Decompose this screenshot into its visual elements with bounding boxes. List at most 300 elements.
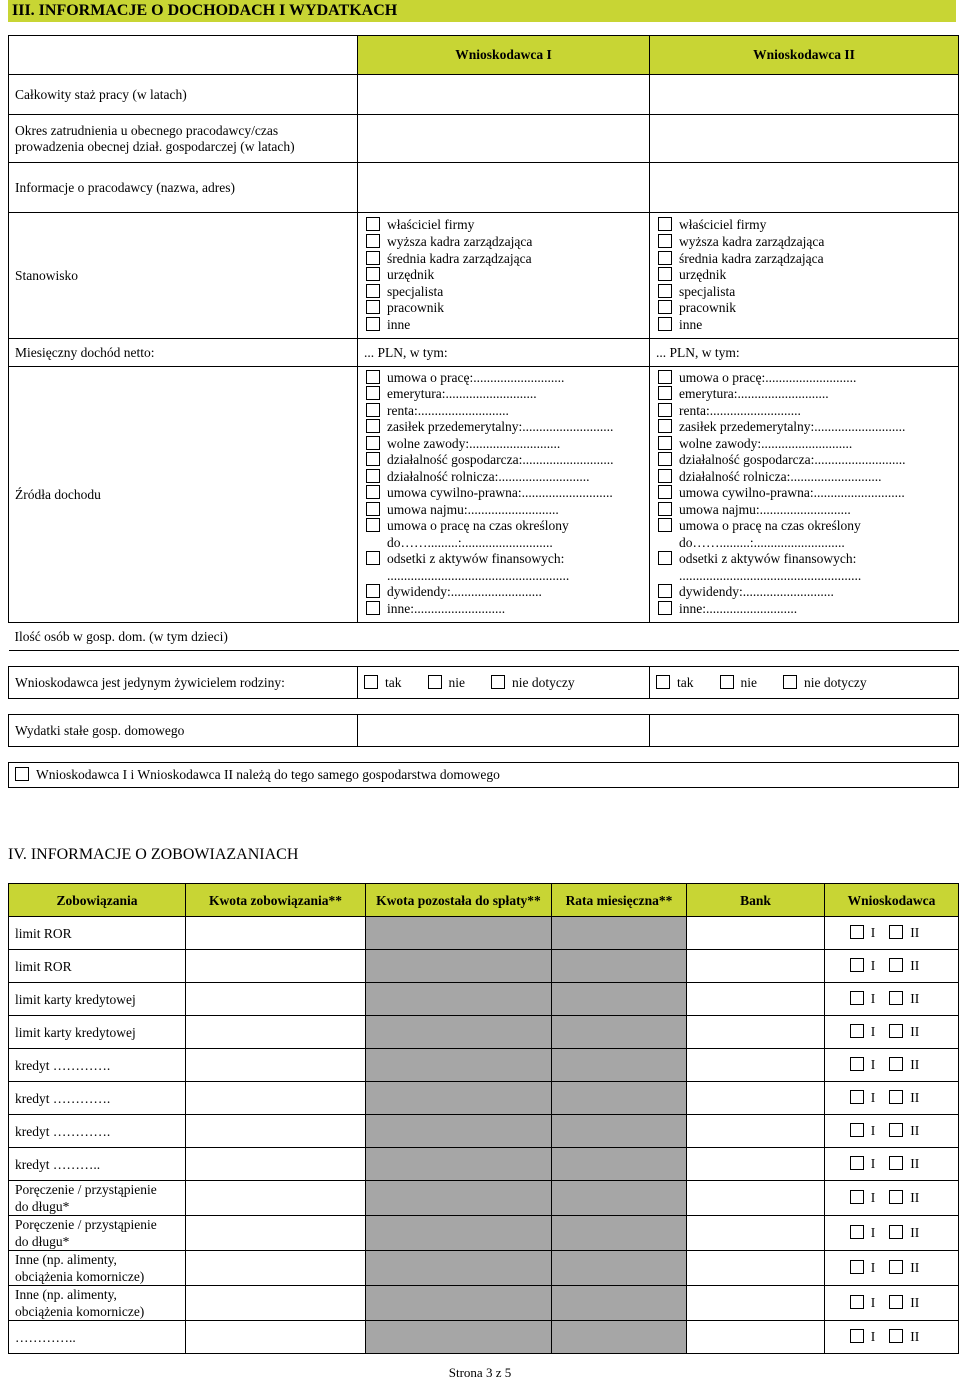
checkbox-icon[interactable] <box>850 1123 864 1137</box>
applicant-option-label: I <box>870 1057 876 1072</box>
checkbox-icon[interactable] <box>658 469 672 483</box>
applicant-option-label: I <box>870 925 876 940</box>
checkbox-icon[interactable] <box>658 267 672 281</box>
applicant-option-label: I <box>870 1190 876 1205</box>
col-pozostala: Kwota pozostała do spłaty** <box>366 884 552 917</box>
pozostala-cell[interactable] <box>366 1148 552 1181</box>
income-source-item[interactable] <box>366 485 643 502</box>
pozostala-cell[interactable] <box>366 917 552 950</box>
input-osoby-2[interactable] <box>650 623 959 651</box>
income-source-item[interactable] <box>366 518 643 535</box>
checkbox-icon[interactable] <box>364 675 378 689</box>
label-dochod: Miesięczny dochód netto: <box>9 339 358 367</box>
stanowisko-option-label: pracownik <box>387 300 444 316</box>
input-okres-1[interactable] <box>358 115 650 163</box>
bank-cell[interactable] <box>687 1321 825 1354</box>
label-okres-line1: Okres zatrudnienia u obecnego pracodawcy/czas <box>15 122 279 138</box>
applicant-cell <box>825 1251 959 1286</box>
pozostala-cell[interactable] <box>366 1286 552 1321</box>
checkbox-icon[interactable] <box>658 300 672 314</box>
label-staz: Całkowity staż pracy (w latach) <box>9 75 358 115</box>
checkbox-icon[interactable] <box>366 601 380 615</box>
input-osoby-1[interactable] <box>358 623 650 651</box>
checkbox-icon[interactable] <box>889 958 903 972</box>
applicant-option-label: I <box>870 1090 876 1105</box>
checkbox-icon[interactable] <box>889 1260 903 1274</box>
kwota-cell[interactable] <box>186 1148 366 1181</box>
liability-row <box>9 983 959 1016</box>
checkbox-icon[interactable] <box>658 436 672 450</box>
checkbox-icon[interactable] <box>366 485 380 499</box>
col-bank: Bank <box>687 884 825 917</box>
bank-cell[interactable] <box>687 1148 825 1181</box>
liability-name-line1: kredyt …………. <box>15 1057 111 1073</box>
section-3-title-bar <box>8 0 956 22</box>
col-kwota: Kwota zobowiązania** <box>186 884 366 917</box>
kwota-cell[interactable] <box>186 983 366 1016</box>
income-source-item[interactable] <box>366 403 643 420</box>
checkbox-icon[interactable] <box>491 675 505 689</box>
stanowisko-option[interactable] <box>366 300 643 317</box>
liability-name-line1: limit karty kredytowej <box>15 1024 136 1040</box>
stanowisko-option-label: inne <box>679 316 703 332</box>
income-source-label: umowa najmu:........................... <box>679 501 851 517</box>
income-source-item[interactable] <box>366 584 643 601</box>
stanowisko-option-label: specjalista <box>387 283 444 299</box>
checkbox-icon[interactable] <box>366 518 380 532</box>
liability-row <box>9 1082 959 1115</box>
applicant-option-label: II <box>910 1057 920 1072</box>
checkbox-icon[interactable] <box>366 234 380 248</box>
income-source-label: do…….........:........................... <box>679 534 845 550</box>
checkbox-icon[interactable] <box>366 452 380 466</box>
input-staz-1[interactable] <box>358 75 650 115</box>
label-pracodawca: Informacje o pracodawcy (nazwa, adres) <box>9 163 358 213</box>
stanowisko-option-label: średnia kadra zarządzająca <box>679 250 824 266</box>
income-table <box>8 35 959 788</box>
checkbox-icon[interactable] <box>850 1260 864 1274</box>
stanowisko-option[interactable] <box>366 267 643 284</box>
income-source-label: emerytura:........................... <box>679 386 829 402</box>
checkbox-icon[interactable] <box>366 267 380 281</box>
section-4-title: IV. INFORMACJE O ZOBOWIAZANIACH <box>8 846 299 863</box>
rata-cell[interactable] <box>552 1321 687 1354</box>
applicant-option-label: II <box>910 1024 920 1039</box>
yesno-option-label: nie dotyczy <box>804 674 867 690</box>
liability-row <box>9 1148 959 1181</box>
stanowisko-option-label: właściciel firmy <box>679 217 767 233</box>
pozostala-cell[interactable] <box>366 1115 552 1148</box>
wspolne-gospodarstwo-row <box>9 763 959 788</box>
income-source-label: inne:........................... <box>387 600 506 616</box>
income-source-label: działalność rolnicza:........................... <box>387 468 590 484</box>
rata-cell[interactable] <box>552 1016 687 1049</box>
income-source-item[interactable] <box>658 386 952 403</box>
income-source-label: umowa o pracę na czas określony <box>387 518 569 534</box>
kwota-cell[interactable] <box>186 1321 366 1354</box>
input-staz-2[interactable] <box>650 75 959 115</box>
pozostala-cell[interactable] <box>366 1049 552 1082</box>
applicant-option-label: II <box>910 1295 920 1310</box>
checkbox-icon[interactable] <box>658 317 672 331</box>
liability-name-line1: Inne (np. alimenty, <box>15 1287 117 1302</box>
liability-name <box>9 1216 186 1251</box>
applicant-cell <box>825 950 959 983</box>
income-source-item[interactable] <box>366 551 643 568</box>
input-pracodawca-2[interactable] <box>650 163 959 213</box>
checkbox-icon[interactable] <box>720 675 734 689</box>
checkbox-icon[interactable] <box>366 551 380 565</box>
liability-name <box>9 1115 186 1148</box>
stanowisko-option[interactable] <box>366 284 643 301</box>
applicant-cell <box>825 1115 959 1148</box>
yesno-option-label: tak <box>385 674 402 690</box>
dochod-value-2[interactable]: ... PLN, w tym: <box>650 339 959 367</box>
bank-cell[interactable] <box>687 950 825 983</box>
header-applicant-2: Wnioskodawca II <box>650 36 959 75</box>
bank-cell[interactable] <box>687 1115 825 1148</box>
checkbox-icon[interactable] <box>889 1190 903 1204</box>
applicant-option-label: I <box>870 1024 876 1039</box>
rata-cell[interactable] <box>552 1049 687 1082</box>
checkbox-icon[interactable] <box>658 419 672 433</box>
income-source-label: renta:........................... <box>679 402 801 418</box>
checkbox-icon[interactable] <box>850 1295 864 1309</box>
income-source-item[interactable] <box>366 386 643 403</box>
kwota-cell[interactable] <box>186 1286 366 1321</box>
stanowisko-option[interactable] <box>658 267 952 284</box>
checkbox-icon[interactable] <box>850 1024 864 1038</box>
applicant-cell <box>825 1216 959 1251</box>
income-source-item[interactable] <box>366 419 643 436</box>
stanowisko-option[interactable] <box>366 217 643 234</box>
applicant-option-label: I <box>870 958 876 973</box>
income-source-item[interactable] <box>366 436 643 453</box>
input-pracodawca-1[interactable] <box>358 163 650 213</box>
income-source-item[interactable] <box>366 469 643 486</box>
liability-name <box>9 1251 186 1286</box>
label-stanowisko: Stanowisko <box>9 213 358 339</box>
income-source-item[interactable] <box>658 419 952 436</box>
zywiciel-options-2 <box>650 667 959 699</box>
label-okres <box>9 115 358 163</box>
checkbox-icon[interactable] <box>850 991 864 1005</box>
applicant-option-label: I <box>870 1295 876 1310</box>
pozostala-cell[interactable] <box>366 1216 552 1251</box>
kwota-cell[interactable] <box>186 1251 366 1286</box>
zywiciel-options-1 <box>358 667 650 699</box>
income-source-label: działalność gospodarcza:........................... <box>679 452 906 468</box>
label-okres-line2: prowadzenia obecnej dział. gospodarczej (w latach) <box>15 138 295 154</box>
applicant-cell <box>825 983 959 1016</box>
liability-name-line1: Poręczenie / przystąpienie <box>15 1217 157 1232</box>
header-empty-cell <box>9 36 358 75</box>
applicant-cell <box>825 1049 959 1082</box>
rata-cell[interactable] <box>552 1115 687 1148</box>
label-zrodla: Źródła dochodu <box>9 367 358 623</box>
checkbox-icon[interactable] <box>428 675 442 689</box>
kwota-cell[interactable] <box>186 1216 366 1251</box>
income-source-label: umowa cywilno-prawna:........................... <box>679 485 905 501</box>
rata-cell[interactable] <box>552 1148 687 1181</box>
income-source-item[interactable] <box>658 584 952 601</box>
pozostala-cell[interactable] <box>366 1016 552 1049</box>
kwota-cell[interactable] <box>186 1181 366 1216</box>
liability-row <box>9 1049 959 1082</box>
checkbox-icon[interactable] <box>366 386 380 400</box>
stanowisko-options-2 <box>650 213 959 339</box>
checkbox-icon[interactable] <box>889 991 903 1005</box>
liability-name-line1: kredyt …………. <box>15 1123 111 1139</box>
liabilities-table <box>8 883 959 1354</box>
checkbox-icon[interactable] <box>658 601 672 615</box>
wspolne-checkbox[interactable] <box>15 767 29 781</box>
bank-cell[interactable] <box>687 1216 825 1251</box>
rata-cell[interactable] <box>552 1082 687 1115</box>
income-source-label: ...................................................... <box>387 567 570 583</box>
checkbox-icon[interactable] <box>889 1057 903 1071</box>
checkbox-icon[interactable] <box>366 300 380 314</box>
applicant-option-label: II <box>910 991 920 1006</box>
checkbox-icon[interactable] <box>366 584 380 598</box>
checkbox-icon[interactable] <box>658 551 672 565</box>
income-source-item[interactable] <box>658 436 952 453</box>
stanowisko-option[interactable] <box>366 317 643 334</box>
stanowisko-option-label: wyższa kadra zarządzająca <box>679 234 825 250</box>
bank-cell[interactable] <box>687 917 825 950</box>
applicant-option-label: I <box>870 1260 876 1275</box>
bank-cell[interactable] <box>687 1251 825 1286</box>
rata-cell[interactable] <box>552 917 687 950</box>
liability-name <box>9 983 186 1016</box>
rata-cell[interactable] <box>552 1286 687 1321</box>
checkbox-icon[interactable] <box>889 1123 903 1137</box>
income-source-item[interactable] <box>658 551 952 568</box>
income-source-item[interactable] <box>658 403 952 420</box>
stanowisko-option[interactable] <box>658 317 952 334</box>
income-source-item[interactable] <box>658 485 952 502</box>
applicant-option-label: II <box>910 1123 920 1138</box>
checkbox-icon[interactable] <box>366 469 380 483</box>
checkbox-icon[interactable] <box>366 217 380 231</box>
stanowisko-option-label: urzędnik <box>387 267 435 283</box>
checkbox-icon[interactable] <box>656 675 670 689</box>
liability-name-line1: Inne (np. alimenty, <box>15 1252 117 1267</box>
income-source-item <box>658 568 952 585</box>
input-wydatki-2[interactable] <box>650 715 959 747</box>
bank-cell[interactable] <box>687 1082 825 1115</box>
checkbox-icon[interactable] <box>658 234 672 248</box>
bank-cell[interactable] <box>687 983 825 1016</box>
income-source-label: umowa najmu:........................... <box>387 501 559 517</box>
income-source-item[interactable] <box>366 502 643 519</box>
pozostala-cell[interactable] <box>366 983 552 1016</box>
income-source-label: umowa o pracę:........................... <box>679 369 857 385</box>
income-source-label: umowa o pracę na czas określony <box>679 518 861 534</box>
checkbox-icon[interactable] <box>658 370 672 384</box>
income-source-item[interactable] <box>658 469 952 486</box>
checkbox-icon[interactable] <box>850 1225 864 1239</box>
liability-name <box>9 1286 186 1321</box>
pozostala-cell[interactable] <box>366 1321 552 1354</box>
yesno-option-label: tak <box>677 674 694 690</box>
applicant-option-label: I <box>870 991 876 1006</box>
checkbox-icon[interactable] <box>889 1225 903 1239</box>
pozostala-cell[interactable] <box>366 1082 552 1115</box>
income-source-item[interactable] <box>658 601 952 618</box>
stanowisko-option[interactable] <box>366 251 643 268</box>
income-source-label: emerytura:........................... <box>387 386 537 402</box>
income-source-label: umowa o pracę:........................... <box>387 369 565 385</box>
applicant-option-label: II <box>910 1156 920 1171</box>
applicant-option-label: II <box>910 1090 920 1105</box>
checkbox-icon[interactable] <box>889 1329 903 1343</box>
rata-cell[interactable] <box>552 1216 687 1251</box>
kwota-cell[interactable] <box>186 1082 366 1115</box>
applicant-option-label: I <box>870 1123 876 1138</box>
applicant-option-label: II <box>910 925 920 940</box>
stanowisko-option[interactable] <box>658 284 952 301</box>
checkbox-icon[interactable] <box>783 675 797 689</box>
stanowisko-option-label: właściciel firmy <box>387 217 475 233</box>
checkbox-icon[interactable] <box>850 1190 864 1204</box>
liability-name-line1: kredyt …………. <box>15 1090 111 1106</box>
pozostala-cell[interactable] <box>366 1251 552 1286</box>
liability-name-line1: limit karty kredytowej <box>15 991 136 1007</box>
rata-cell[interactable] <box>552 1181 687 1216</box>
checkbox-icon[interactable] <box>658 452 672 466</box>
kwota-cell[interactable] <box>186 950 366 983</box>
checkbox-icon[interactable] <box>366 502 380 516</box>
income-source-item[interactable] <box>366 370 643 387</box>
dochod-value-1[interactable]: ... PLN, w tym: <box>358 339 650 367</box>
checkbox-icon[interactable] <box>366 370 380 384</box>
income-source-item[interactable] <box>658 452 952 469</box>
checkbox-icon[interactable] <box>658 251 672 265</box>
stanowisko-option[interactable] <box>658 251 952 268</box>
label-wydatki: Wydatki stałe gosp. domowego <box>9 715 358 747</box>
applicant-cell <box>825 917 959 950</box>
checkbox-icon[interactable] <box>889 1024 903 1038</box>
applicant-cell <box>825 1082 959 1115</box>
kwota-cell[interactable] <box>186 1049 366 1082</box>
income-source-label: działalność gospodarcza:........................... <box>387 452 614 468</box>
liability-name-line2: do długu* <box>15 1234 70 1249</box>
income-source-item <box>366 535 643 552</box>
income-source-label: inne:........................... <box>679 600 798 616</box>
income-source-item[interactable] <box>366 601 643 618</box>
pozostala-cell[interactable] <box>366 950 552 983</box>
checkbox-icon[interactable] <box>366 317 380 331</box>
liability-name <box>9 1016 186 1049</box>
applicant-option-label: II <box>910 1260 920 1275</box>
kwota-cell[interactable] <box>186 917 366 950</box>
income-source-item[interactable] <box>658 502 952 519</box>
checkbox-icon[interactable] <box>850 1156 864 1170</box>
checkbox-icon[interactable] <box>658 217 672 231</box>
kwota-cell[interactable] <box>186 1115 366 1148</box>
checkbox-icon[interactable] <box>366 419 380 433</box>
liability-row <box>9 1321 959 1354</box>
stanowisko-option-label: urzędnik <box>679 267 727 283</box>
bank-cell[interactable] <box>687 1181 825 1216</box>
checkbox-icon[interactable] <box>850 1090 864 1104</box>
applicant-option-label: II <box>910 1329 920 1344</box>
checkbox-icon[interactable] <box>658 584 672 598</box>
stanowisko-option[interactable] <box>658 217 952 234</box>
rata-cell[interactable] <box>552 950 687 983</box>
income-source-label: ...................................................... <box>679 567 862 583</box>
zrodla-list-2 <box>650 367 959 623</box>
checkbox-icon[interactable] <box>850 1057 864 1071</box>
income-source-label: zasiłek przedemerytalny:........................... <box>679 419 906 435</box>
income-source-item[interactable] <box>366 452 643 469</box>
liability-row <box>9 1181 959 1216</box>
liability-name-line2: obciążenia komornicze) <box>15 1304 145 1319</box>
liability-name <box>9 1148 186 1181</box>
input-wydatki-1[interactable] <box>358 715 650 747</box>
checkbox-icon[interactable] <box>889 925 903 939</box>
income-source-item[interactable] <box>658 518 952 535</box>
kwota-cell[interactable] <box>186 1016 366 1049</box>
income-source-label: dywidendy:........................... <box>387 584 542 600</box>
checkbox-icon[interactable] <box>366 284 380 298</box>
liability-name-line1: Poręczenie / przystąpienie <box>15 1182 157 1197</box>
checkbox-icon[interactable] <box>889 1156 903 1170</box>
yesno-option-label: nie <box>448 674 465 690</box>
stanowisko-option[interactable] <box>658 234 952 251</box>
input-okres-2[interactable] <box>650 115 959 163</box>
rata-cell[interactable] <box>552 1251 687 1286</box>
income-source-item <box>658 535 952 552</box>
liability-name <box>9 917 186 950</box>
applicant-cell <box>825 1321 959 1354</box>
liability-name-line1: limit ROR <box>15 925 72 941</box>
stanowisko-option[interactable] <box>366 234 643 251</box>
income-source-label: wolne zawody:........................... <box>387 435 561 451</box>
checkbox-icon[interactable] <box>850 958 864 972</box>
stanowisko-option-label: pracownik <box>679 300 736 316</box>
checkbox-icon[interactable] <box>850 1329 864 1343</box>
checkbox-icon[interactable] <box>366 436 380 450</box>
liability-name <box>9 1321 186 1354</box>
checkbox-icon[interactable] <box>658 502 672 516</box>
checkbox-icon[interactable] <box>366 403 380 417</box>
checkbox-icon[interactable] <box>658 386 672 400</box>
checkbox-icon[interactable] <box>658 518 672 532</box>
checkbox-icon[interactable] <box>658 284 672 298</box>
bank-cell[interactable] <box>687 1016 825 1049</box>
stanowisko-option-label: inne <box>387 316 411 332</box>
pozostala-cell[interactable] <box>366 1181 552 1216</box>
rata-cell[interactable] <box>552 983 687 1016</box>
checkbox-icon[interactable] <box>889 1090 903 1104</box>
checkbox-icon[interactable] <box>658 403 672 417</box>
bank-cell[interactable] <box>687 1049 825 1082</box>
liability-name <box>9 1181 186 1216</box>
checkbox-icon[interactable] <box>850 925 864 939</box>
col-wnioskodawca: Wnioskodawca <box>825 884 959 917</box>
income-source-item[interactable] <box>658 370 952 387</box>
checkbox-icon[interactable] <box>366 251 380 265</box>
applicant-option-label: I <box>870 1156 876 1171</box>
stanowisko-option[interactable] <box>658 300 952 317</box>
bank-cell[interactable] <box>687 1286 825 1321</box>
liability-row <box>9 917 959 950</box>
checkbox-icon[interactable] <box>889 1295 903 1309</box>
liability-row <box>9 950 959 983</box>
checkbox-icon[interactable] <box>658 485 672 499</box>
